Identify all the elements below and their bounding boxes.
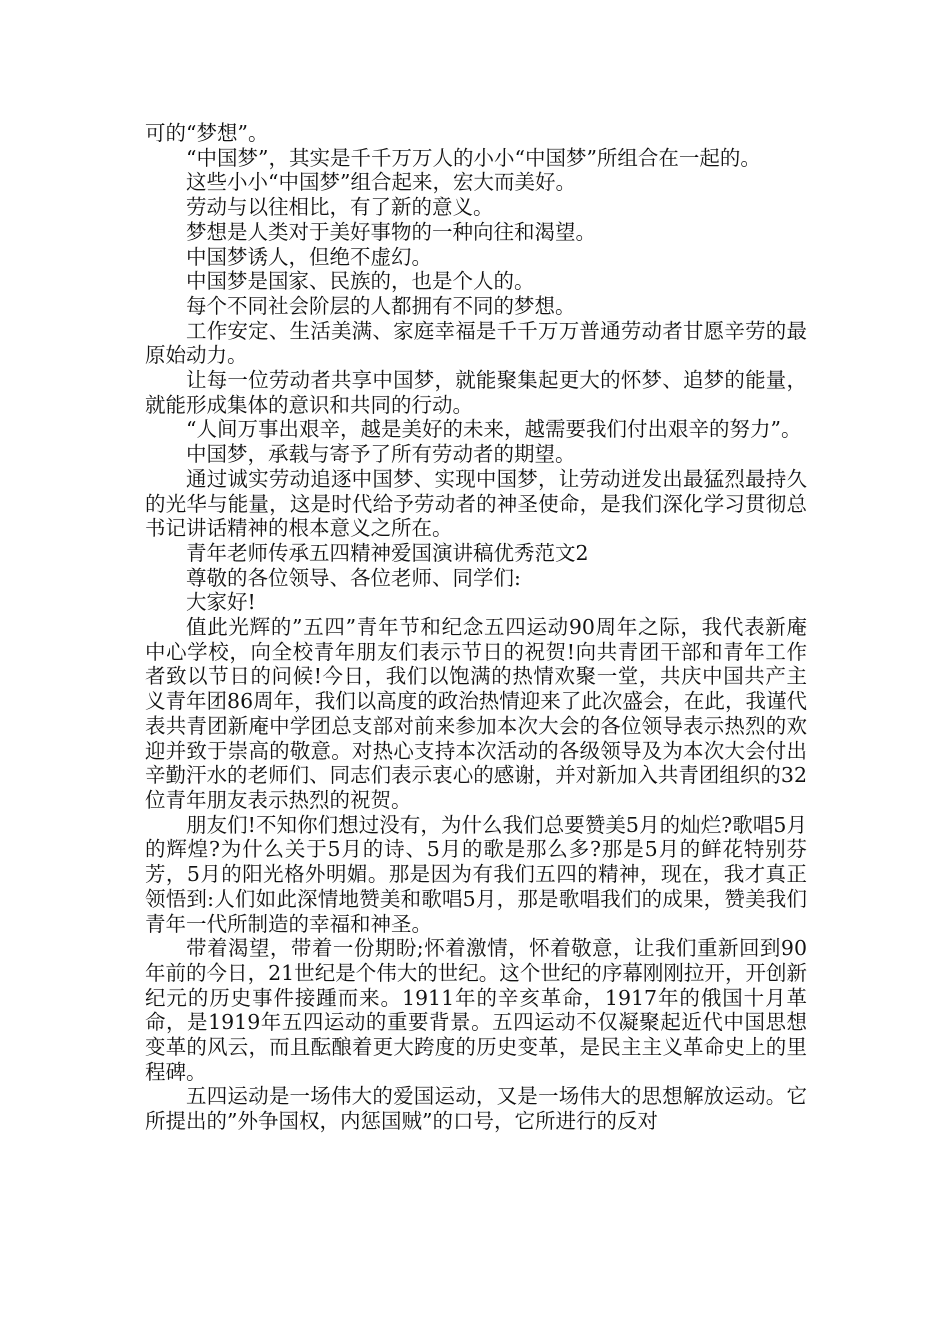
paragraph: 朋友们!不知你们想过没有，为什么我们总要赞美5月的灿烂?歌唱5月的辉煌?为什么关于5月的诗、5月的歌是那么多?那是5月的鲜花特别芬芳，5月的阳光格外明媚。那是因为有我们五四的精神，现在，我才真正领悟到:人们如此深情地赞美和歌唱5月，那是歌唱我们的成果，赞美我们青年一代所制造的幸福和神圣。 bbox=[145, 812, 807, 936]
paragraph: “中国梦”，其实是千千万万人的小小“中国梦”所组合在一起的。 bbox=[186, 145, 761, 170]
paragraph: 值此光辉的”五四”青年节和纪念五四运动90周年之际，我代表新庵中心学校，向全校青年朋友们表示节日的祝贺!向共青团干部和青年工作者致以节日的问候!今日，我们以饱满的热情欢聚一堂，共庆中国共产主义青年团86周年，我们以高度的政治热情迎来了此次盛会，在此，我谨代表共青团新庵中学团总支部对前来参加本次大会的各位领导表示热烈的欢迎并致于崇高的敬意。对热心支持本次活动的各级领导及为本次大会付出辛勤汗水的老师们、同志们表示衷心的感谢，并对新加入共青团组织的32位青年朋友表示热烈的祝贺。 bbox=[145, 615, 807, 812]
paragraph: 可的“梦想”。 bbox=[145, 121, 269, 145]
paragraph: 中国梦是国家、民族的，也是个人的。 bbox=[186, 269, 535, 294]
paragraph: 大家好! bbox=[186, 590, 256, 615]
paragraph: 中国梦，承载与寄予了所有劳动者的期望。 bbox=[186, 442, 576, 467]
paragraph: 工作安定、生活美满、家庭幸福是千千万万普通劳动者甘愿辛劳的最原始动力。 bbox=[145, 318, 807, 368]
paragraph: 中国梦诱人，但绝不虚幻。 bbox=[186, 244, 432, 269]
paragraph: 每个不同社会阶层的人都拥有不同的梦想。 bbox=[186, 293, 576, 318]
paragraph: 通过诚实劳动追逐中国梦、实现中国梦，让劳动迸发出最猛烈最持久的光华与能量，这是时代给予劳动者的神圣使命，是我们深化学习贯彻总书记讲话精神的根本意义之所在。 bbox=[145, 466, 807, 541]
document-body bbox=[145, 121, 807, 1134]
paragraph: 带着渴望，带着一份期盼;怀着激情，怀着敬意，让我们重新回到90年前的今日，21世纪是个伟大的世纪。这个世纪的序幕刚刚拉开，开创新纪元的历史事件接踵而来。1911年的辛亥革命，1917年的俄国十月革命，是1919年五四运动的重要背景。五四运动不仅凝聚起近代中国思想变革的风云，而且酝酿着更大跨度的历史变革，是民主主义革命史上的里程碑。 bbox=[145, 936, 807, 1084]
paragraph: 青年老师传承五四精神爱国演讲稿优秀范文2 bbox=[186, 540, 589, 565]
paragraph: “人间万事出艰辛，越是美好的未来，越需要我们付出艰辛的努力”。 bbox=[186, 417, 802, 442]
paragraph: 这些小小“中国梦”组合起来，宏大而美好。 bbox=[186, 170, 576, 195]
paragraph: 尊敬的各位领导、各位老师、同学们: bbox=[186, 565, 521, 590]
paragraph: 劳动与以往相比，有了新的意义。 bbox=[186, 195, 494, 220]
paragraph: 梦想是人类对于美好事物的一种向往和渴望。 bbox=[186, 219, 596, 244]
paragraph: 让每一位劳动者共享中国梦，就能聚集起更大的怀梦、追梦的能量，就能形成集体的意识和共同的行动。 bbox=[145, 368, 807, 417]
paragraph: 五四运动是一场伟大的爱国运动，又是一场伟大的思想解放运动。它所提出的”外争国权，内惩国贼”的口号，它所进行的反对 bbox=[145, 1084, 807, 1134]
